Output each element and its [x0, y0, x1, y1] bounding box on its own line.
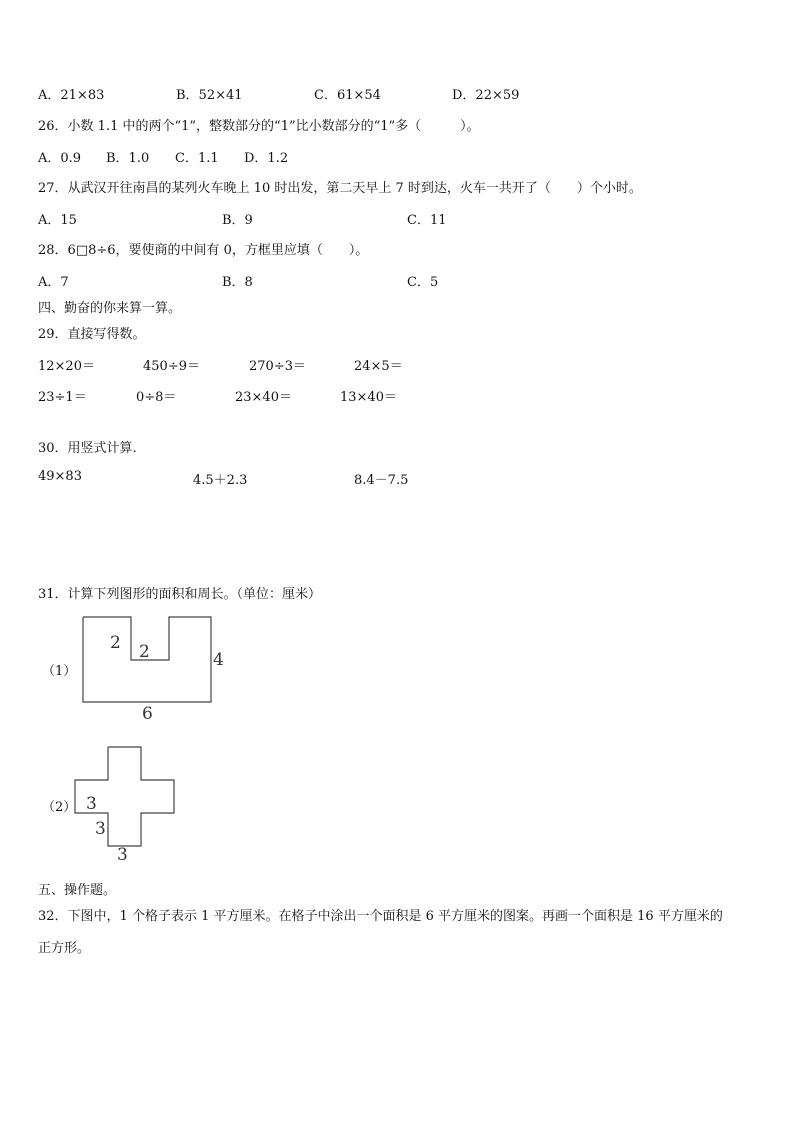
q26-option-a: A．0.9 — [38, 151, 82, 166]
figure1-dim-2b: 2 — [139, 642, 150, 662]
figure1-dim-4: 4 — [213, 650, 224, 670]
section4-title: 四、勤奋的你来算一算。 — [38, 301, 182, 316]
q26-option-d: D．1.2 — [244, 151, 289, 166]
q29-item: 12×20＝ — [38, 359, 95, 374]
q26-stem: 26．小数 1.1 中的两个“1”，整数部分的“1”比小数部分的“1”多（ ）。 — [38, 119, 480, 134]
q31-stem: 31．计算下列图形的面积和周长。（单位：厘米） — [38, 587, 322, 602]
figure2-dim-3b: 3 — [95, 819, 106, 839]
q30-stem: 30．用竖式计算. — [38, 441, 137, 456]
q25-option-a: A．21×83 — [38, 88, 105, 103]
figure1-dim-6: 6 — [142, 704, 153, 724]
q30-item: 8.4－7.5 — [354, 473, 409, 488]
q25-option-c: C．61×54 — [314, 88, 381, 103]
q30-item: 4.5＋2.3 — [193, 473, 248, 488]
q27-option-a: A．15 — [38, 213, 77, 228]
q28-option-b: B．8 — [222, 275, 253, 290]
figure2-label: （2） — [42, 800, 77, 815]
q29-item: 270÷3＝ — [249, 359, 306, 374]
q27-option-b: B．9 — [222, 213, 253, 228]
q29-item: 13×40＝ — [340, 390, 397, 405]
q29-item: 450÷9＝ — [143, 359, 200, 374]
q28-stem: 28．6□8÷6，要使商的中间有 0，方框里应填（ ）。 — [38, 243, 369, 258]
q25-option-d: D．22×59 — [452, 88, 520, 103]
q28-option-c: C．5 — [407, 275, 439, 290]
section5-title: 五、操作题。 — [38, 883, 117, 898]
q30-item: 49×83 — [38, 469, 82, 484]
figure2-dim-3a: 3 — [86, 794, 97, 814]
q26-option-c: C．1.1 — [175, 151, 219, 166]
q27-stem: 27．从武汉开往南昌的某列火车晚上 10 时出发，第二天早上 7 时到达，火车一共开了（ ）个小时。 — [38, 181, 642, 196]
figure2-dim-3c: 3 — [117, 845, 128, 865]
q26-option-b: B．1.0 — [106, 151, 150, 166]
q32-stem-line1: 32．下图中，1 个格子表示 1 平方厘米。在格子中涂出一个面积是 6 平方厘米的图案。再画一个面积是 16 平方厘米的 — [38, 909, 723, 924]
q32-stem-line2: 正方形。 — [38, 941, 91, 956]
q28-option-a: A．7 — [38, 275, 69, 290]
q29-item: 23÷1＝ — [38, 390, 87, 405]
q29-item: 24×5＝ — [354, 359, 403, 374]
q25-option-b: B．52×41 — [176, 88, 243, 103]
figure1-label: （1） — [42, 664, 77, 679]
q29-stem: 29．直接写得数。 — [38, 327, 146, 342]
q27-option-c: C．11 — [407, 213, 447, 228]
q29-item: 0÷8＝ — [136, 390, 177, 405]
q29-item: 23×40＝ — [235, 390, 292, 405]
figure1-dim-2a: 2 — [110, 633, 121, 653]
